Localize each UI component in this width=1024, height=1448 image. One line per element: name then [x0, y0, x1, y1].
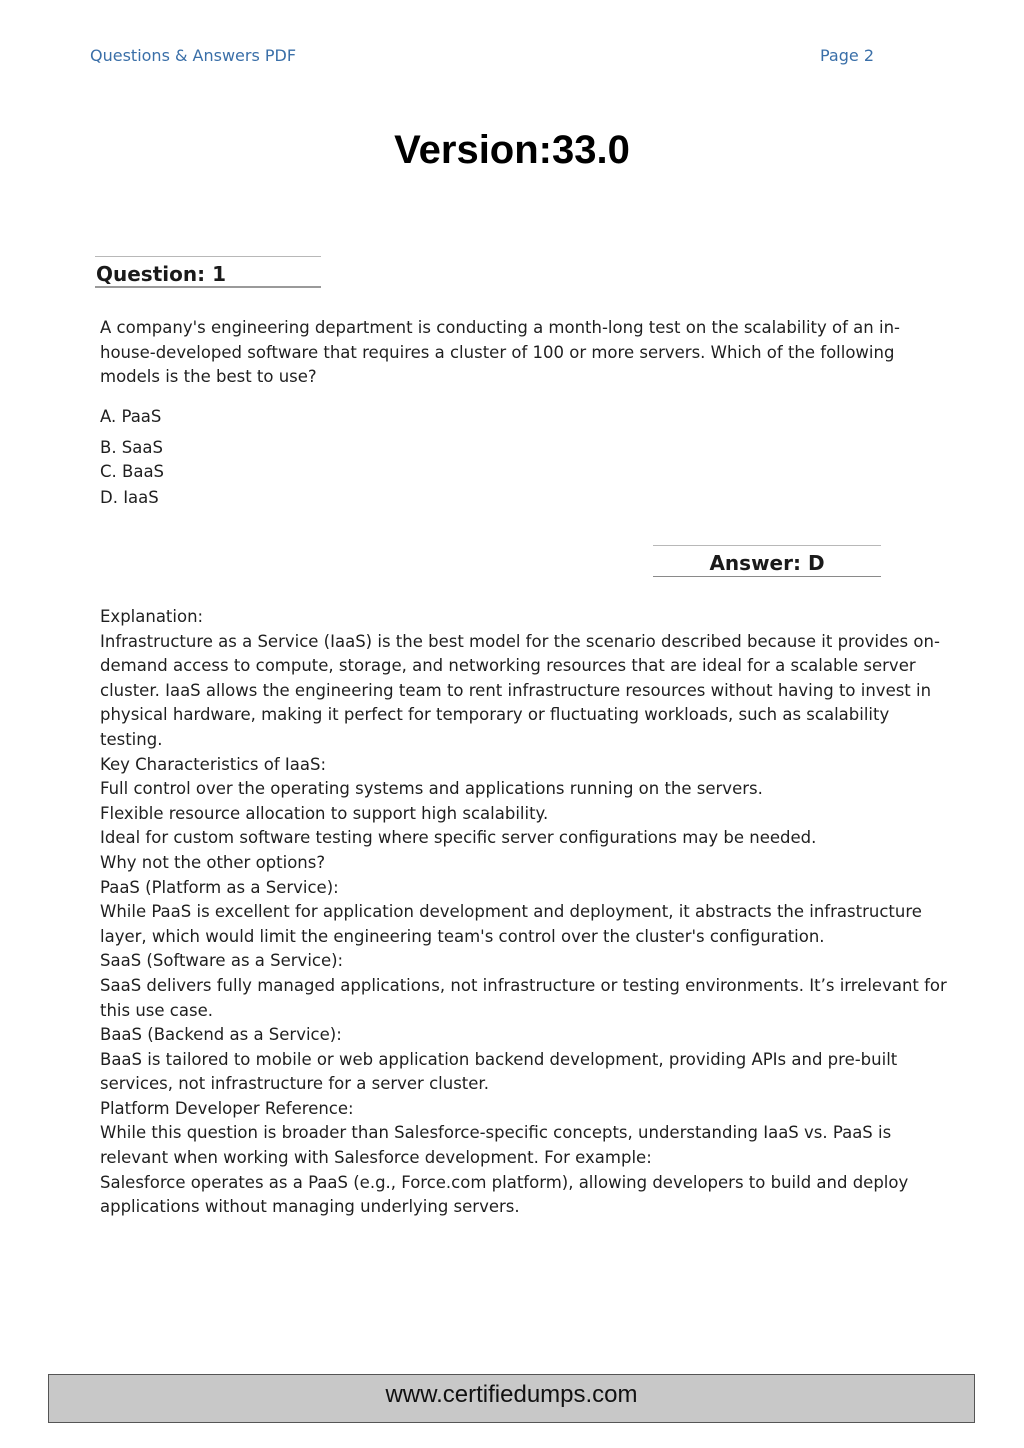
footer-bar: [48, 1374, 975, 1423]
explanation-line: Flexible resource allocation to support high scalability.: [100, 803, 549, 823]
option-a: A. PaaS: [100, 407, 162, 426]
explanation-line: SaaS (Software as a Service):: [100, 951, 344, 971]
explanation-line: PaaS (Platform as a Service):: [100, 877, 339, 897]
explanation-paragraph: SaaS delivers fully managed applications, not infrastructure or testing environments. It’s irrelevant for this use case.: [100, 975, 947, 1020]
answer-bottom-rule: [653, 576, 881, 577]
explanation-heading: Explanation:: [100, 607, 204, 626]
footer-website-link[interactable]: www.certifiedumps.com: [385, 1381, 638, 1408]
explanation-paragraph: Infrastructure as a Service (IaaS) is the best model for the scenario described because it provides on-demand access to compute, storage, and networking resources that are ideal for a scalable server cluster. IaaS allows the engineering team to rent infrastructure resources without having to invest in physical hardware, making it perfect for temporary or fluctuating workloads, such as scalability testing.: [100, 631, 940, 749]
question-bottom-rule: [95, 286, 321, 288]
version-title: Version:33.0: [394, 128, 630, 172]
explanation-line: BaaS (Backend as a Service):: [100, 1025, 342, 1045]
explanation-line: Ideal for custom software testing where specific server configurations may be needed.: [100, 828, 817, 848]
explanation-line: Key Characteristics of IaaS:: [100, 754, 327, 774]
answer-top-rule: [653, 545, 881, 546]
explanation-line: Why not the other options?: [100, 852, 326, 872]
explanation-line: Platform Developer Reference:: [100, 1098, 354, 1118]
question-label: Question: 1: [96, 262, 226, 286]
option-b: B. SaaS: [100, 438, 163, 457]
explanation-paragraph: While this question is broader than Salesforce-specific concepts, understanding IaaS vs. PaaS is relevant when working with Salesforce development. For example:: [100, 1123, 892, 1168]
option-d: D. IaaS: [100, 488, 159, 507]
header-document-title: Questions & Answers PDF: [90, 46, 297, 65]
explanation-paragraph: BaaS is tailored to mobile or web application backend development, providing APIs and pre-built services, not infrastructure for a server cluster.: [100, 1049, 898, 1094]
explanation-paragraph: Salesforce operates as a PaaS (e.g., Force.com platform), allowing developers to build and deploy applications without managing underlying servers.: [100, 1172, 909, 1217]
question-top-rule: [95, 256, 321, 257]
explanation-paragraph: While PaaS is excellent for application development and deployment, it abstracts the infrastructure layer, which would limit the engineering team's control over the cluster's configuration.: [100, 902, 922, 946]
explanation-block: [100, 605, 950, 1220]
option-c: C. BaaS: [100, 462, 165, 481]
question-text: A company's engineering department is conducting a month-long test on the scalability of an in-house-developed software that requires a cluster of 100 or more servers. Which of the following models is the best to use?: [100, 318, 900, 387]
answer-label: Answer: D: [709, 551, 825, 575]
explanation-line: Full control over the operating systems and applications running on the servers.: [100, 779, 763, 799]
header-page-number: Page 2: [820, 46, 874, 65]
